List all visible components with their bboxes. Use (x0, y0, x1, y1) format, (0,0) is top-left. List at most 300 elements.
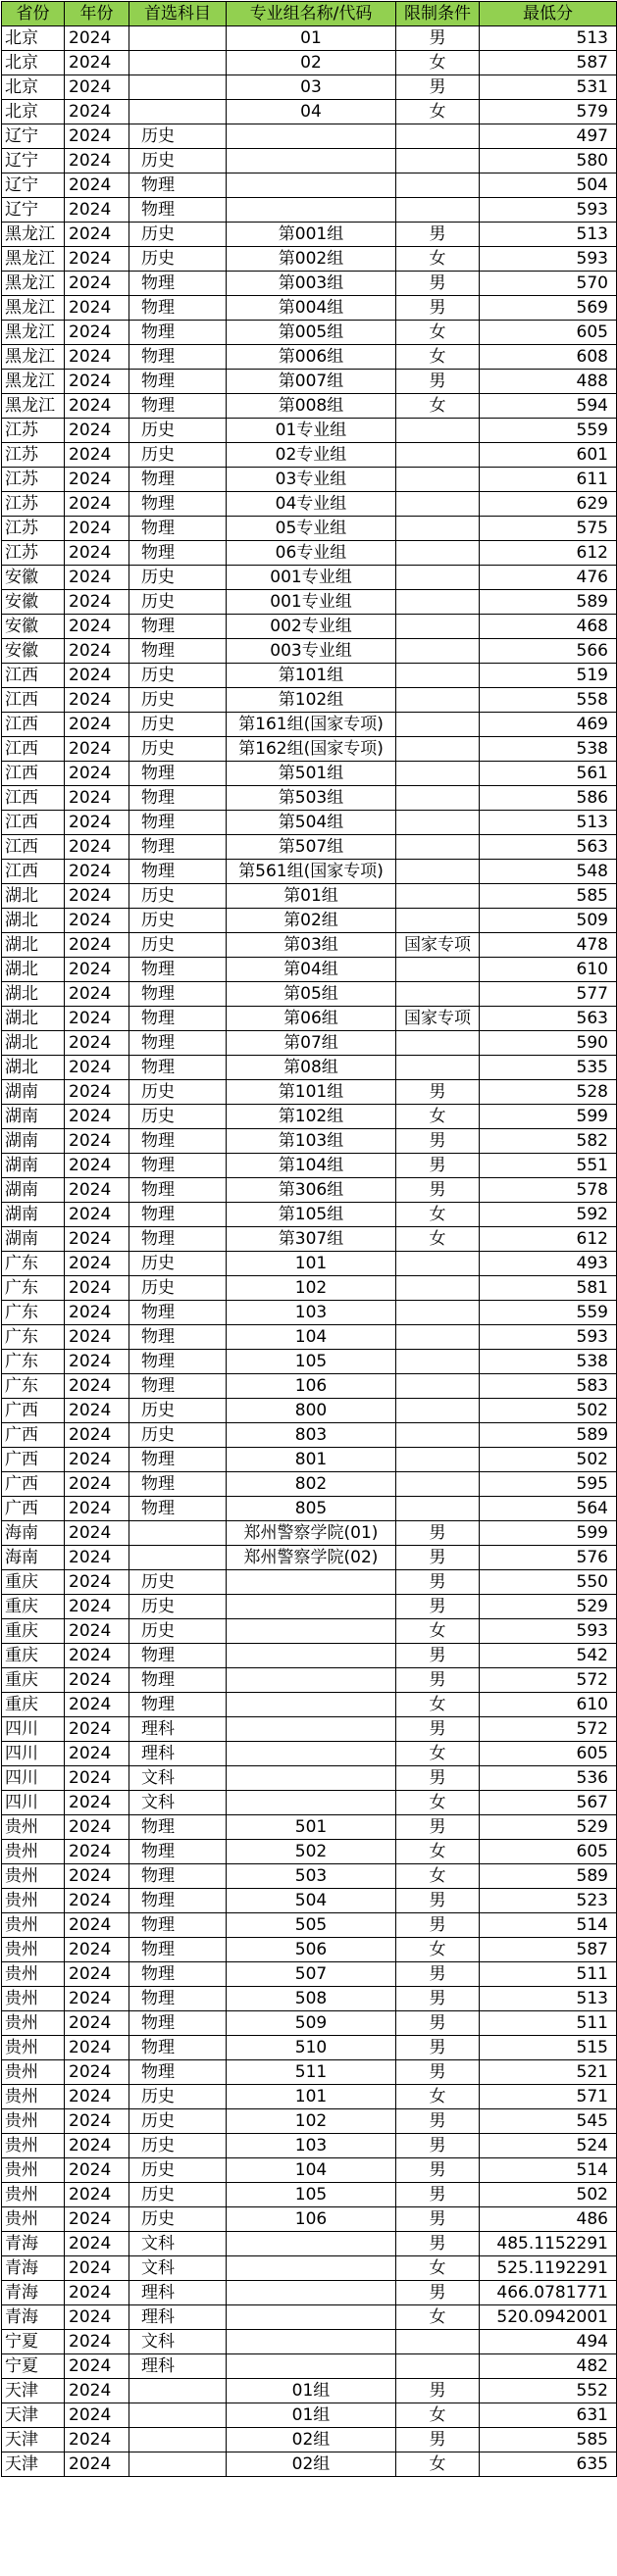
cell-min-score[interactable]: 523 (480, 1889, 617, 1913)
cell-province[interactable]: 北京 (2, 100, 65, 124)
cell-group[interactable]: 第503组 (227, 786, 396, 811)
cell-min-score[interactable]: 511 (480, 1962, 617, 1987)
cell-min-score[interactable]: 558 (480, 688, 617, 713)
cell-province[interactable]: 重庆 (2, 1644, 65, 1668)
cell-min-score[interactable]: 485.1152291 (480, 2232, 617, 2256)
cell-subject[interactable]: 理科 (129, 2354, 227, 2379)
cell-min-score[interactable]: 578 (480, 1178, 617, 1203)
cell-group[interactable] (227, 1791, 396, 1815)
cell-group[interactable]: 01组 (227, 2379, 396, 2403)
cell-min-score[interactable]: 593 (480, 1325, 617, 1350)
header-min-score[interactable]: 最低分 (480, 2, 617, 26)
cell-limit[interactable]: 男 (396, 1644, 480, 1668)
cell-limit[interactable] (396, 149, 480, 173)
cell-limit[interactable] (396, 468, 480, 492)
cell-min-score[interactable]: 563 (480, 835, 617, 860)
cell-province[interactable]: 四川 (2, 1742, 65, 1766)
cell-limit[interactable] (396, 1325, 480, 1350)
cell-subject[interactable]: 历史 (129, 2085, 227, 2109)
cell-limit[interactable] (396, 173, 480, 198)
cell-min-score[interactable]: 488 (480, 370, 617, 394)
cell-limit[interactable] (396, 884, 480, 909)
cell-group[interactable]: 第02组 (227, 909, 396, 933)
cell-group[interactable]: 105 (227, 1350, 396, 1374)
cell-limit[interactable] (396, 762, 480, 786)
cell-subject[interactable]: 文科 (129, 2232, 227, 2256)
cell-province[interactable]: 江苏 (2, 541, 65, 566)
cell-year[interactable]: 2024 (65, 296, 129, 321)
cell-group[interactable]: 505 (227, 1913, 396, 1938)
cell-limit[interactable]: 女 (396, 2305, 480, 2330)
cell-limit[interactable]: 男 (396, 1717, 480, 1742)
cell-limit[interactable] (396, 1276, 480, 1301)
cell-year[interactable]: 2024 (65, 2085, 129, 2109)
cell-province[interactable]: 广东 (2, 1276, 65, 1301)
cell-group[interactable]: 805 (227, 1497, 396, 1521)
cell-year[interactable]: 2024 (65, 2379, 129, 2403)
cell-group[interactable]: 第504组 (227, 811, 396, 835)
cell-limit[interactable] (396, 419, 480, 443)
cell-subject[interactable]: 历史 (129, 124, 227, 149)
cell-limit[interactable] (396, 615, 480, 639)
cell-province[interactable]: 湖北 (2, 1007, 65, 1031)
cell-year[interactable]: 2024 (65, 639, 129, 664)
cell-limit[interactable] (396, 1031, 480, 1056)
cell-year[interactable]: 2024 (65, 124, 129, 149)
cell-group[interactable] (227, 1766, 396, 1791)
cell-group[interactable]: 第101组 (227, 664, 396, 688)
cell-group[interactable]: 01专业组 (227, 419, 396, 443)
cell-group[interactable]: 103 (227, 1301, 396, 1325)
cell-min-score[interactable]: 514 (480, 1913, 617, 1938)
cell-subject[interactable]: 物理 (129, 2036, 227, 2060)
cell-min-score[interactable]: 545 (480, 2109, 617, 2134)
cell-group[interactable]: 第105组 (227, 1203, 396, 1227)
cell-subject[interactable]: 历史 (129, 933, 227, 958)
cell-group[interactable]: 105 (227, 2183, 396, 2207)
cell-limit[interactable] (396, 958, 480, 982)
cell-year[interactable]: 2024 (65, 1717, 129, 1742)
header-subject[interactable]: 首选科目 (129, 2, 227, 26)
cell-year[interactable]: 2024 (65, 2060, 129, 2085)
cell-limit[interactable]: 男 (396, 1546, 480, 1570)
cell-min-score[interactable]: 511 (480, 2011, 617, 2036)
cell-subject[interactable]: 历史 (129, 1423, 227, 1448)
cell-subject[interactable] (129, 51, 227, 75)
cell-min-score[interactable]: 564 (480, 1497, 617, 1521)
cell-subject[interactable]: 物理 (129, 639, 227, 664)
cell-subject[interactable] (129, 2428, 227, 2452)
cell-group[interactable] (227, 2305, 396, 2330)
cell-limit[interactable] (396, 590, 480, 615)
cell-year[interactable]: 2024 (65, 713, 129, 737)
cell-province[interactable]: 辽宁 (2, 124, 65, 149)
cell-group[interactable] (227, 2330, 396, 2354)
cell-subject[interactable] (129, 2452, 227, 2477)
cell-min-score[interactable]: 563 (480, 1007, 617, 1031)
cell-subject[interactable] (129, 2403, 227, 2428)
cell-group[interactable]: 507 (227, 1962, 396, 1987)
cell-year[interactable]: 2024 (65, 1031, 129, 1056)
cell-subject[interactable]: 理科 (129, 1742, 227, 1766)
cell-limit[interactable]: 女 (396, 2256, 480, 2281)
cell-subject[interactable]: 物理 (129, 1374, 227, 1399)
cell-subject[interactable] (129, 1521, 227, 1546)
cell-subject[interactable]: 历史 (129, 737, 227, 762)
cell-province[interactable]: 贵州 (2, 1913, 65, 1938)
cell-limit[interactable]: 男 (396, 2232, 480, 2256)
cell-group[interactable]: 801 (227, 1448, 396, 1472)
cell-min-score[interactable]: 529 (480, 1595, 617, 1619)
cell-group[interactable]: 510 (227, 2036, 396, 2060)
cell-min-score[interactable]: 575 (480, 517, 617, 541)
cell-year[interactable]: 2024 (65, 786, 129, 811)
cell-province[interactable]: 江西 (2, 860, 65, 884)
cell-province[interactable]: 广西 (2, 1448, 65, 1472)
cell-group[interactable]: 106 (227, 1374, 396, 1399)
cell-province[interactable]: 广东 (2, 1350, 65, 1374)
cell-group[interactable]: 第103组 (227, 1129, 396, 1154)
cell-subject[interactable] (129, 100, 227, 124)
cell-year[interactable]: 2024 (65, 149, 129, 173)
cell-limit[interactable]: 男 (396, 1521, 480, 1546)
cell-min-score[interactable]: 548 (480, 860, 617, 884)
cell-group[interactable]: 06专业组 (227, 541, 396, 566)
cell-year[interactable]: 2024 (65, 1546, 129, 1570)
cell-group[interactable]: 第162组(国家专项) (227, 737, 396, 762)
cell-group[interactable]: 第102组 (227, 688, 396, 713)
cell-year[interactable]: 2024 (65, 1815, 129, 1840)
cell-min-score[interactable]: 605 (480, 1840, 617, 1864)
cell-province[interactable]: 广东 (2, 1325, 65, 1350)
cell-year[interactable]: 2024 (65, 2134, 129, 2158)
cell-province[interactable]: 辽宁 (2, 173, 65, 198)
cell-limit[interactable]: 女 (396, 321, 480, 345)
cell-min-score[interactable]: 476 (480, 566, 617, 590)
cell-min-score[interactable]: 529 (480, 1815, 617, 1840)
cell-subject[interactable]: 物理 (129, 1644, 227, 1668)
cell-year[interactable]: 2024 (65, 2183, 129, 2207)
cell-year[interactable]: 2024 (65, 1497, 129, 1521)
cell-subject[interactable]: 历史 (129, 590, 227, 615)
cell-province[interactable]: 黑龙江 (2, 247, 65, 272)
cell-limit[interactable]: 男 (396, 223, 480, 247)
cell-province[interactable]: 贵州 (2, 1815, 65, 1840)
cell-year[interactable]: 2024 (65, 737, 129, 762)
cell-limit[interactable] (396, 566, 480, 590)
cell-subject[interactable]: 物理 (129, 468, 227, 492)
header-province[interactable]: 省份 (2, 2, 65, 26)
cell-limit[interactable]: 男 (396, 2428, 480, 2452)
cell-province[interactable]: 贵州 (2, 2060, 65, 2085)
cell-subject[interactable]: 物理 (129, 1693, 227, 1717)
cell-min-score[interactable]: 587 (480, 1938, 617, 1962)
cell-min-score[interactable]: 592 (480, 1203, 617, 1227)
cell-year[interactable]: 2024 (65, 394, 129, 419)
cell-limit[interactable]: 女 (396, 1693, 480, 1717)
cell-subject[interactable]: 物理 (129, 1031, 227, 1056)
cell-limit[interactable] (396, 124, 480, 149)
cell-limit[interactable]: 女 (396, 1791, 480, 1815)
cell-min-score[interactable]: 486 (480, 2207, 617, 2232)
cell-province[interactable]: 湖北 (2, 958, 65, 982)
cell-group[interactable]: 102 (227, 1276, 396, 1301)
cell-min-score[interactable]: 571 (480, 2085, 617, 2109)
cell-subject[interactable]: 历史 (129, 1619, 227, 1644)
cell-group[interactable]: 第002组 (227, 247, 396, 272)
cell-province[interactable]: 贵州 (2, 1938, 65, 1962)
cell-min-score[interactable]: 551 (480, 1154, 617, 1178)
cell-province[interactable]: 广西 (2, 1472, 65, 1497)
cell-limit[interactable]: 女 (396, 1864, 480, 1889)
cell-subject[interactable]: 物理 (129, 1668, 227, 1693)
cell-subject[interactable]: 物理 (129, 517, 227, 541)
cell-limit[interactable]: 男 (396, 370, 480, 394)
cell-subject[interactable]: 历史 (129, 443, 227, 468)
cell-subject[interactable]: 物理 (129, 1497, 227, 1521)
cell-province[interactable]: 湖南 (2, 1080, 65, 1105)
cell-subject[interactable]: 物理 (129, 1154, 227, 1178)
cell-limit[interactable] (396, 909, 480, 933)
cell-group[interactable] (227, 1570, 396, 1595)
cell-min-score[interactable]: 631 (480, 2403, 617, 2428)
cell-year[interactable]: 2024 (65, 1374, 129, 1399)
cell-province[interactable]: 湖北 (2, 982, 65, 1007)
cell-group[interactable]: 第006组 (227, 345, 396, 370)
cell-province[interactable]: 黑龙江 (2, 321, 65, 345)
cell-year[interactable]: 2024 (65, 2011, 129, 2036)
cell-subject[interactable]: 物理 (129, 2011, 227, 2036)
cell-min-score[interactable]: 528 (480, 1080, 617, 1105)
cell-limit[interactable] (396, 492, 480, 517)
cell-year[interactable]: 2024 (65, 1007, 129, 1031)
cell-year[interactable]: 2024 (65, 2452, 129, 2477)
cell-limit[interactable]: 女 (396, 1619, 480, 1644)
cell-min-score[interactable]: 497 (480, 124, 617, 149)
cell-min-score[interactable]: 585 (480, 2428, 617, 2452)
cell-min-score[interactable]: 567 (480, 1791, 617, 1815)
cell-year[interactable]: 2024 (65, 1178, 129, 1203)
cell-province[interactable]: 重庆 (2, 1570, 65, 1595)
cell-group[interactable]: 509 (227, 2011, 396, 2036)
cell-limit[interactable]: 男 (396, 2379, 480, 2403)
cell-year[interactable]: 2024 (65, 909, 129, 933)
cell-min-score[interactable]: 612 (480, 541, 617, 566)
cell-province[interactable]: 湖南 (2, 1105, 65, 1129)
cell-group[interactable] (227, 149, 396, 173)
cell-province[interactable]: 贵州 (2, 2207, 65, 2232)
cell-limit[interactable]: 男 (396, 2183, 480, 2207)
cell-min-score[interactable]: 538 (480, 1350, 617, 1374)
cell-limit[interactable] (396, 688, 480, 713)
cell-year[interactable]: 2024 (65, 2281, 129, 2305)
cell-year[interactable]: 2024 (65, 1399, 129, 1423)
cell-limit[interactable] (396, 786, 480, 811)
cell-min-score[interactable]: 482 (480, 2354, 617, 2379)
cell-subject[interactable]: 历史 (129, 1276, 227, 1301)
cell-province[interactable]: 四川 (2, 1791, 65, 1815)
cell-year[interactable]: 2024 (65, 419, 129, 443)
cell-province[interactable]: 湖北 (2, 933, 65, 958)
cell-subject[interactable]: 理科 (129, 2305, 227, 2330)
cell-subject[interactable]: 历史 (129, 909, 227, 933)
cell-min-score[interactable]: 629 (480, 492, 617, 517)
cell-subject[interactable]: 历史 (129, 1252, 227, 1276)
cell-limit[interactable]: 男 (396, 1987, 480, 2011)
cell-province[interactable]: 江西 (2, 835, 65, 860)
cell-min-score[interactable]: 593 (480, 1619, 617, 1644)
cell-min-score[interactable]: 605 (480, 321, 617, 345)
cell-province[interactable]: 江西 (2, 786, 65, 811)
cell-province[interactable]: 湖南 (2, 1178, 65, 1203)
cell-subject[interactable]: 物理 (129, 1472, 227, 1497)
cell-limit[interactable]: 男 (396, 2011, 480, 2036)
cell-min-score[interactable]: 466.0781771 (480, 2281, 617, 2305)
cell-limit[interactable]: 男 (396, 296, 480, 321)
cell-subject[interactable]: 历史 (129, 2183, 227, 2207)
cell-group[interactable] (227, 1668, 396, 1693)
cell-year[interactable]: 2024 (65, 26, 129, 51)
cell-group[interactable]: 第161组(国家专项) (227, 713, 396, 737)
cell-min-score[interactable]: 601 (480, 443, 617, 468)
cell-min-score[interactable]: 502 (480, 1448, 617, 1472)
cell-province[interactable]: 贵州 (2, 1864, 65, 1889)
cell-year[interactable]: 2024 (65, 1154, 129, 1178)
cell-limit[interactable]: 女 (396, 2452, 480, 2477)
cell-year[interactable]: 2024 (65, 1962, 129, 1987)
cell-year[interactable]: 2024 (65, 1325, 129, 1350)
cell-subject[interactable]: 物理 (129, 1889, 227, 1913)
cell-subject[interactable]: 历史 (129, 884, 227, 909)
cell-province[interactable]: 重庆 (2, 1595, 65, 1619)
cell-province[interactable]: 辽宁 (2, 149, 65, 173)
cell-year[interactable]: 2024 (65, 1105, 129, 1129)
cell-province[interactable]: 江苏 (2, 443, 65, 468)
cell-min-score[interactable]: 635 (480, 2452, 617, 2477)
cell-min-score[interactable]: 531 (480, 75, 617, 100)
cell-min-score[interactable]: 569 (480, 296, 617, 321)
cell-limit[interactable] (396, 1497, 480, 1521)
cell-group[interactable]: 503 (227, 1864, 396, 1889)
cell-group[interactable]: 第306组 (227, 1178, 396, 1203)
cell-min-score[interactable]: 550 (480, 1570, 617, 1595)
cell-min-score[interactable]: 515 (480, 2036, 617, 2060)
cell-limit[interactable]: 女 (396, 1840, 480, 1864)
cell-province[interactable]: 安徽 (2, 615, 65, 639)
cell-min-score[interactable]: 570 (480, 272, 617, 296)
cell-province[interactable]: 贵州 (2, 2011, 65, 2036)
cell-group[interactable]: 802 (227, 1472, 396, 1497)
cell-group[interactable]: 第003组 (227, 272, 396, 296)
cell-group[interactable] (227, 1619, 396, 1644)
cell-min-score[interactable]: 610 (480, 958, 617, 982)
cell-min-score[interactable]: 504 (480, 173, 617, 198)
cell-subject[interactable]: 历史 (129, 2109, 227, 2134)
cell-subject[interactable]: 物理 (129, 370, 227, 394)
cell-year[interactable]: 2024 (65, 2158, 129, 2183)
cell-province[interactable]: 北京 (2, 26, 65, 51)
cell-group[interactable]: 05专业组 (227, 517, 396, 541)
cell-min-score[interactable]: 502 (480, 2183, 617, 2207)
cell-province[interactable]: 重庆 (2, 1693, 65, 1717)
cell-group[interactable]: 504 (227, 1889, 396, 1913)
cell-subject[interactable]: 物理 (129, 1864, 227, 1889)
cell-province[interactable]: 黑龙江 (2, 394, 65, 419)
cell-province[interactable]: 江西 (2, 762, 65, 786)
cell-limit[interactable] (396, 198, 480, 223)
cell-limit[interactable]: 女 (396, 100, 480, 124)
cell-year[interactable]: 2024 (65, 1595, 129, 1619)
cell-subject[interactable]: 物理 (129, 762, 227, 786)
cell-group[interactable] (227, 1742, 396, 1766)
cell-province[interactable]: 黑龙江 (2, 345, 65, 370)
cell-year[interactable]: 2024 (65, 566, 129, 590)
cell-subject[interactable]: 理科 (129, 2281, 227, 2305)
cell-subject[interactable] (129, 1546, 227, 1570)
cell-year[interactable]: 2024 (65, 1472, 129, 1497)
cell-limit[interactable] (396, 1056, 480, 1080)
cell-min-score[interactable]: 608 (480, 345, 617, 370)
cell-subject[interactable]: 物理 (129, 1301, 227, 1325)
cell-group[interactable]: 02 (227, 51, 396, 75)
cell-year[interactable]: 2024 (65, 517, 129, 541)
cell-limit[interactable]: 男 (396, 1080, 480, 1105)
cell-year[interactable]: 2024 (65, 1766, 129, 1791)
cell-min-score[interactable]: 538 (480, 737, 617, 762)
cell-province[interactable]: 湖南 (2, 1129, 65, 1154)
cell-subject[interactable]: 物理 (129, 1840, 227, 1864)
cell-group[interactable]: 第001组 (227, 223, 396, 247)
cell-subject[interactable]: 物理 (129, 541, 227, 566)
cell-province[interactable]: 贵州 (2, 2109, 65, 2134)
cell-year[interactable]: 2024 (65, 272, 129, 296)
cell-limit[interactable] (396, 1423, 480, 1448)
cell-province[interactable]: 广西 (2, 1399, 65, 1423)
cell-province[interactable]: 江西 (2, 688, 65, 713)
cell-min-score[interactable]: 502 (480, 1399, 617, 1423)
cell-province[interactable]: 海南 (2, 1521, 65, 1546)
cell-group[interactable]: 001专业组 (227, 590, 396, 615)
cell-limit[interactable]: 男 (396, 2158, 480, 2183)
cell-year[interactable]: 2024 (65, 541, 129, 566)
cell-subject[interactable]: 物理 (129, 198, 227, 223)
cell-min-score[interactable]: 514 (480, 2158, 617, 2183)
cell-min-score[interactable]: 572 (480, 1668, 617, 1693)
cell-year[interactable]: 2024 (65, 2330, 129, 2354)
cell-min-score[interactable]: 593 (480, 198, 617, 223)
cell-province[interactable]: 广东 (2, 1301, 65, 1325)
cell-province[interactable]: 贵州 (2, 1840, 65, 1864)
cell-limit[interactable] (396, 1252, 480, 1276)
cell-subject[interactable]: 物理 (129, 1227, 227, 1252)
cell-subject[interactable]: 物理 (129, 1815, 227, 1840)
cell-min-score[interactable]: 581 (480, 1276, 617, 1301)
cell-min-score[interactable]: 513 (480, 26, 617, 51)
cell-year[interactable]: 2024 (65, 1693, 129, 1717)
cell-limit[interactable]: 国家专项 (396, 933, 480, 958)
cell-subject[interactable]: 物理 (129, 1178, 227, 1203)
cell-subject[interactable]: 历史 (129, 713, 227, 737)
cell-province[interactable]: 安徽 (2, 590, 65, 615)
cell-limit[interactable] (396, 713, 480, 737)
cell-group[interactable]: 第507组 (227, 835, 396, 860)
cell-province[interactable]: 江苏 (2, 492, 65, 517)
cell-limit[interactable]: 国家专项 (396, 1007, 480, 1031)
cell-group[interactable]: 04 (227, 100, 396, 124)
cell-limit[interactable]: 男 (396, 2036, 480, 2060)
cell-subject[interactable]: 物理 (129, 615, 227, 639)
cell-year[interactable]: 2024 (65, 51, 129, 75)
